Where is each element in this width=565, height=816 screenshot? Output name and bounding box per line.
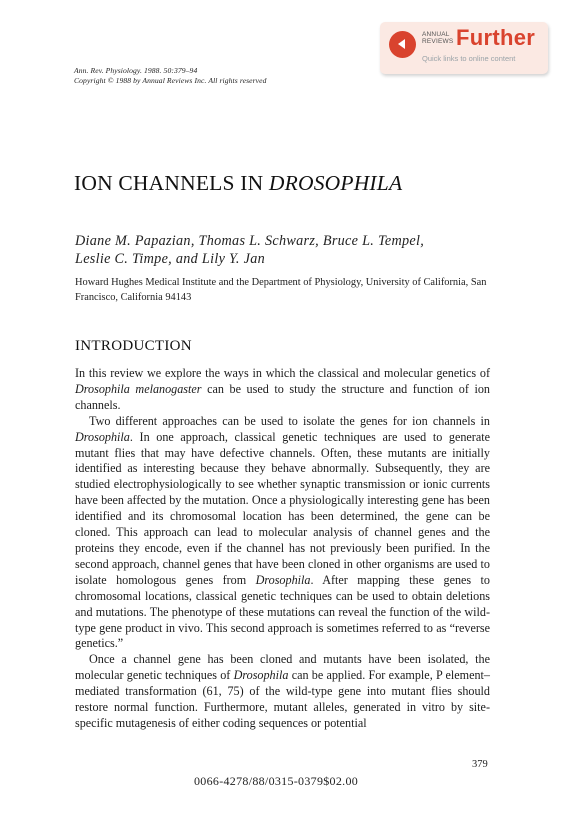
badge-annual-label: ANNUAL — [422, 31, 450, 38]
p2-italic-b: Drosophila — [75, 429, 130, 444]
section-heading: INTRODUCTION — [75, 338, 192, 354]
title-italic: DROSOPHILA — [268, 171, 403, 195]
p1-text-a: In this review we explore the ways in which the classical and molecular genetics of — [75, 366, 490, 380]
author-list — [75, 232, 495, 268]
p2-text-a: Two different approaches can be used to isolate the genes for ion channels in — [89, 413, 490, 428]
badge-subtitle: Quick links to online content — [422, 54, 516, 63]
p1-text-c: can be used to study the structure and function of ion channels. — [75, 381, 490, 412]
page-number: 379 — [472, 759, 488, 770]
citation-line-2: Copyright © 1988 by Annual Reviews Inc. All rights reserved — [74, 76, 267, 85]
p2-italic-d: Drosophila — [255, 572, 311, 587]
article-title — [74, 171, 402, 196]
paragraph-3 — [75, 652, 490, 732]
article-code: 0066-4278/88/0315-0379$02.00 — [194, 774, 359, 788]
p1-italic: Drosophila melanogaster — [75, 381, 202, 396]
annual-reviews-logo-text — [422, 31, 453, 45]
p2-text-c: . In one approach, classical genetic techniques are used to generate mutant flies that may have defective channels. Often, these mutants are initially identified as interesting because they behave abnormally. Subsequently, they are studied electrophysiologically to see whether synaptic transmission or ionic currents have been affected by the mutation. Once a physiologically interesting gene has been identified and its chromosomal location has been determined, the gene can be cloned. This approach can lead to molecular analysis of channel genes and the proteins they encode, even if the channel has not previously been purified. In the second approach, channel genes that have been cloned in other organisms are used to isolate homologous genes from — [75, 429, 490, 587]
article-body — [75, 366, 490, 732]
journal-citation — [74, 66, 267, 86]
p3-text-a: Once a channel gene has been cloned and mutants have been isolated, the molecular genetic techniques of — [75, 652, 490, 683]
p3-text-c: can be applied. For example, P element–mediated transformation (61, 75) of the wild-type gene into mutant flies should restore normal function. Furthermore, mutant alleles, generated in vitro by site-specific mutagenesis of either coding sequences or potential — [75, 668, 490, 730]
authors-line-1: Diane M. Papazian, Thomas L. Schwarz, Bruce L. Tempel, — [75, 233, 425, 249]
further-badge-circle — [389, 31, 416, 58]
p3-italic: Drosophila — [233, 668, 289, 683]
author-affiliation: Howard Hughes Medical Institute and the Department of Physiology, University of California, San Francisco, California 94143 — [75, 277, 487, 303]
badge-further-label: Further — [456, 25, 536, 50]
badge-reviews-label: REVIEWS — [422, 38, 454, 45]
paragraph-1 — [75, 366, 490, 414]
further-links-badge[interactable] — [380, 22, 548, 74]
citation-line-1: Ann. Rev. Physiology. 1988. 50:379–94 — [74, 66, 198, 75]
title-main: ION CHANNELS IN — [74, 171, 269, 195]
p2-text-e: . After mapping these genes to chromosomal locations, classical genetic techniques can be used to obtain deletions and mutations. The phenotype of these mutations can reveal the function of the wild-type gene product in vivo. This second approach is sometimes referred to as “reverse genetics.” — [75, 572, 490, 651]
paragraph-2 — [75, 414, 490, 653]
arrow-left-icon — [398, 39, 405, 49]
authors-line-2: Leslie C. Timpe, and Lily Y. Jan — [75, 251, 265, 267]
